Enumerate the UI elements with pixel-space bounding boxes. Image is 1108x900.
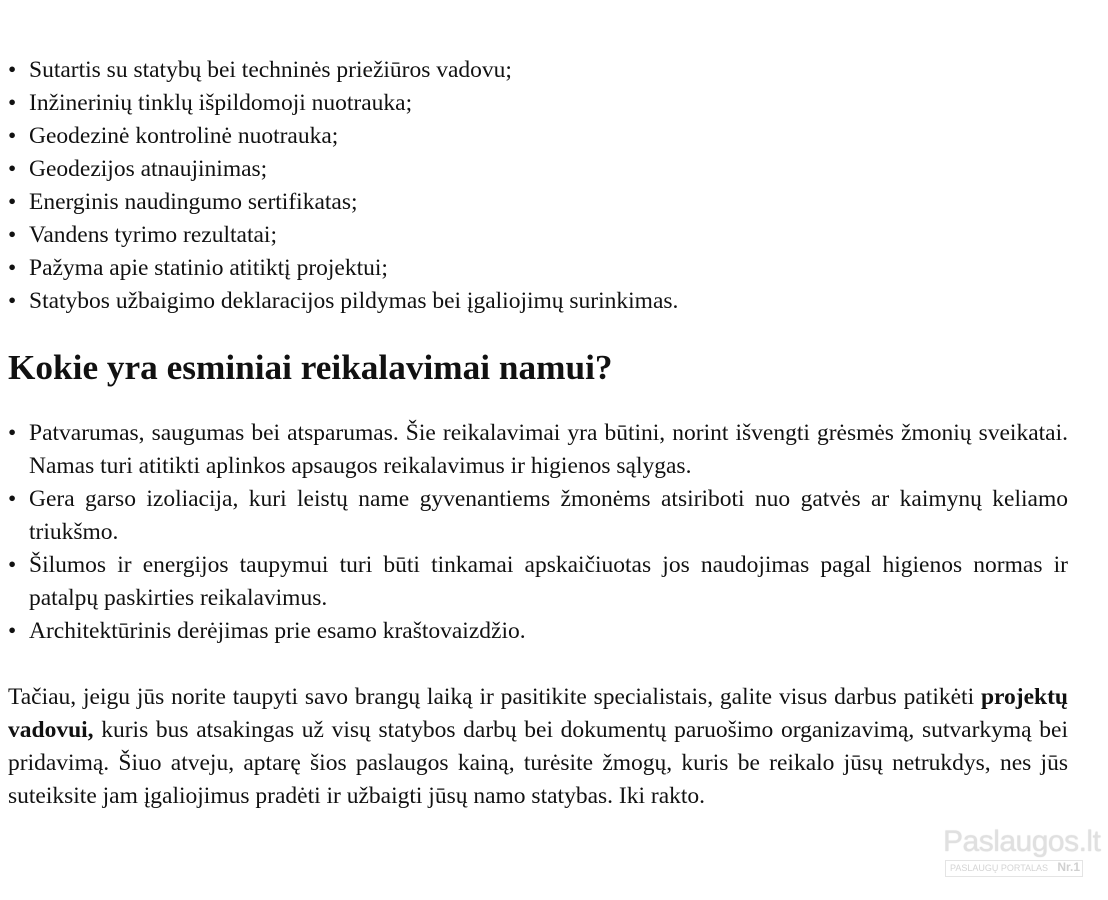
house-requirements-list [8, 417, 1068, 648]
list-item: • Inžinerinių tinklų išpildomoji nuotrauka; [8, 87, 1068, 120]
watermark-brand: Paslaugos.lt [943, 825, 1101, 858]
list-item: • Pažyma apie statinio atitiktį projektui; [8, 252, 1068, 285]
closing-paragraph [8, 681, 1068, 813]
list-item: • Šilumos ir energijos taupymui turi būti tinkamai apskaičiuotas jos naudojimas pagal higienos normas ir patalpų paskirties reikalavimus. [8, 549, 1068, 615]
watermark-rank: Nr.1 [1057, 860, 1080, 874]
document-body [8, 54, 1068, 813]
list-item: • Patvarumas, saugumas bei atsparumas. Šie reikalavimai yra būtini, norint išvengti grėsmės žmonių sveikatai. Namas turi atitikti aplinkos apsaugos reikalavimus ir higienos sąlygas. [8, 417, 1068, 483]
paragraph-text-before: Tačiau, jeigu jūs norite taupyti savo brangų laiką ir pasitikite specialistais, galite visus darbus patikėti [8, 684, 981, 710]
paragraph-bold-text: projektų vadovui, [8, 684, 1068, 743]
list-item: • Gera garso izoliacija, kuri leistų name gyvenantiems žmonėms atsiriboti nuo gatvės ar kaimynų keliamo triukšmo. [8, 483, 1068, 549]
spacer [8, 384, 1068, 417]
paragraph-text-after: kuris bus atsakingas už visų statybos darbų bei dokumentų paruošimo organizavimą, sutvarkymą bei pridavimą. Šiuo atveju, aptarę šios paslaugos kainą, turėsite žmogų, kuris be reikalo jūsų netrukdys, nes jūs suteiksite jam įgaliojimus pradėti ir užbaigti jūsų namo statybas. Iki rakto. [8, 717, 1068, 809]
spacer [8, 648, 1068, 681]
list-item: • Architektūrinis derėjimas prie esamo kraštovaizdžio. [8, 615, 1068, 648]
list-item: • Sutartis su statybų bei techninės priežiūros vadovu; [8, 54, 1068, 87]
requirements-document-list [8, 54, 1068, 318]
list-item: • Energinis naudingumo sertifikatas; [8, 186, 1068, 219]
spacer [8, 318, 1068, 351]
watermark-tagline-box [945, 860, 1083, 877]
section-heading: Kokie yra esminiai reikalavimai namui? [8, 348, 613, 387]
site-watermark-logo [943, 825, 1101, 878]
list-item: • Geodezijos atnaujinimas; [8, 153, 1068, 186]
list-item: • Geodezinė kontrolinė nuotrauka; [8, 120, 1068, 153]
watermark-tagline: PASLAUGŲ PORTALAS [950, 863, 1049, 873]
list-item: • Statybos užbaigimo deklaracijos pildymas bei įgaliojimų surinkimas. [8, 285, 1068, 318]
list-item: • Vandens tyrimo rezultatai; [8, 219, 1068, 252]
